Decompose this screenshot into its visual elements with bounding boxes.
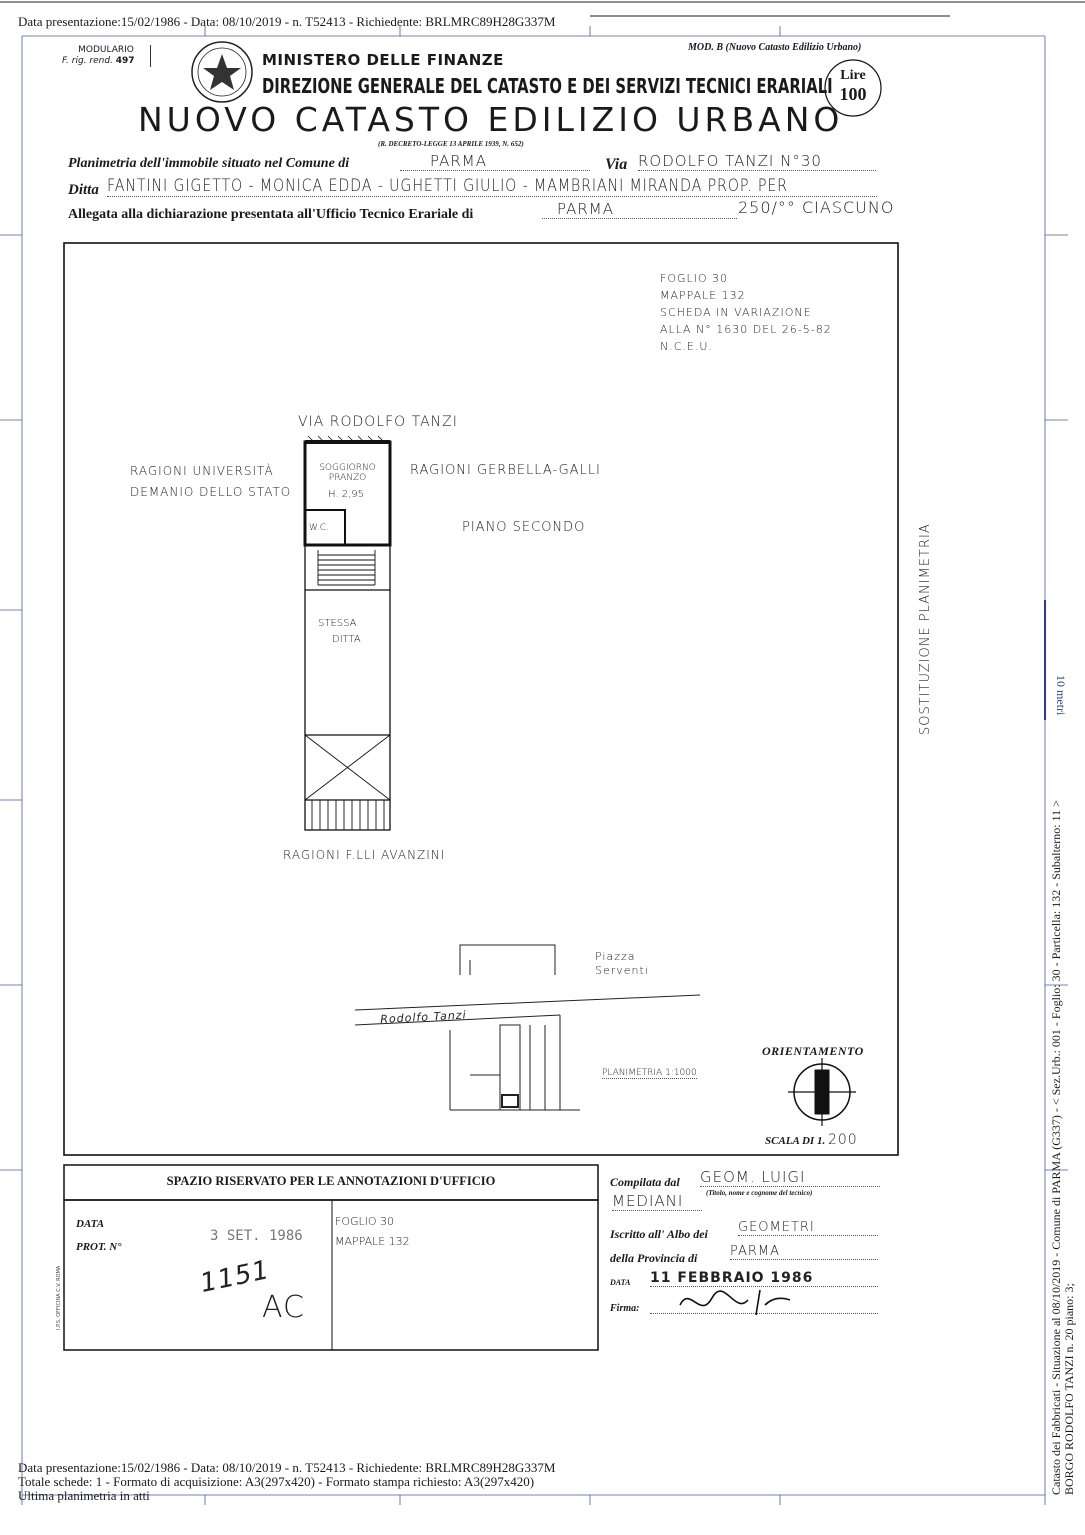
wc-label: W.C. (309, 523, 329, 533)
compilata-name-2: MEDIANI (612, 1192, 702, 1211)
annot-prot-label: PROT. N° (76, 1241, 122, 1253)
street-top-label: VIA RODOLFO TANZI (298, 414, 458, 430)
note-alla: ALLA N° 1630 DEL 26-5-82 (660, 323, 832, 336)
bottom-neighbor: RAGIONI F.LLI AVANZINI (283, 848, 446, 862)
side-scale-label: 10 metri (1054, 675, 1068, 716)
side-catasto-line: Catasto dei Fabbricati - Situazione al 08/10/2019 - Comune di PARMA (G337) - < Sez.Urb.: 001 - Foglio: 30 - Particella: 132 - Subalterno: 11 > (1049, 800, 1063, 1495)
room-soggiorno: SOGGIORNO (319, 463, 376, 473)
note-mappale: MAPPALE 132 (660, 289, 746, 302)
decree-line: (R. DECRETO-LEGGE 13 APRILE 1939, N. 652) (378, 140, 524, 148)
compilata-data-value: 11 FEBBRAIO 1986 (650, 1270, 878, 1287)
annot-data-label: DATA (76, 1218, 105, 1230)
right-neighbor: RAGIONI GERBELLA-GALLI (410, 463, 601, 478)
room-pranzo: PRANZO (328, 473, 367, 483)
scala-text: SCALA DI 1. (765, 1135, 826, 1147)
main-title: NUOVO CATASTO EDILIZIO URBANO (138, 100, 844, 139)
albo-label: Iscritto all' Albo dei (610, 1227, 708, 1241)
ditta-label: Ditta (68, 182, 99, 198)
provincia-label: della Provincia di (610, 1251, 698, 1265)
modulario-number: 497 (115, 56, 135, 66)
side-address-line: BORGO RODOLFO TANZI n. 20 piano: 3; (1062, 1283, 1076, 1495)
other-stessa: STESSA (318, 618, 357, 629)
footer-line-1: Data presentazione:15/02/1986 - Data: 08/10/2019 - n. T52413 - Richiedente: BRLMRC89H28G337M (18, 1460, 556, 1475)
compilata-sub: (Titolo, nome e cognome del tecnico) (706, 1189, 813, 1197)
note-scheda: SCHEDA IN VARIAZIONE (660, 306, 812, 319)
other-owner-label (318, 616, 361, 648)
plan-notes (660, 270, 832, 355)
lire-stamp (825, 68, 881, 104)
firma-label: Firma: (610, 1303, 640, 1314)
orientamento-label: ORIENTAMENTO (762, 1044, 864, 1058)
scala-label (765, 1132, 858, 1148)
other-ditta: DITTA (332, 634, 361, 645)
via-value: RODOLFO TANZI N°30 (638, 152, 876, 171)
via-label: Via (605, 156, 628, 173)
provincia-value: PARMA (730, 1244, 878, 1260)
ditta-text: FANTINI GIGETTO - MONICA EDDA - UGHETTI GIULIO - MAMBRIANI MIRANDA PROP. PER (107, 176, 788, 196)
annot-prot-handwritten: 1151 (197, 1255, 273, 1299)
piazza-2: Serventi (595, 964, 649, 977)
allegata-label: Allegata alla dichiarazione presentata all'Ufficio Tecnico Erariale di (68, 207, 474, 222)
footer-line-2: Totale schede: 1 - Formato di acquisizione: A3(297x420) - Formato stampa richiesto: A3(297x420) (18, 1474, 535, 1489)
footer-line-3: Ultima planimetria in atti (18, 1488, 150, 1503)
annot-foglio-mappale (335, 1212, 410, 1252)
map-scale-label: PLANIMETRIA 1:1000 (602, 1068, 697, 1078)
top-header-line: Data presentazione:15/02/1986 - Data: 08/10/2019 - n. T52413 - Richiedente: BRLMRC89H28G337M (18, 14, 556, 29)
ufficio-value: PARMA (542, 200, 737, 219)
quota-value: 250/°° CIASCUNO (738, 198, 895, 217)
modulario-label: MODULARIO (78, 45, 134, 55)
planimetria-label: Planimetria dell'immobile situato nel Comune di (68, 156, 350, 171)
annot-vertical-print: I.P.S. OFFICINA C.V. ROMA (56, 1265, 62, 1330)
side-note: SOSTITUZIONE PLANIMETRIA (918, 523, 933, 735)
annot-stamp-date: 3 SET. 1986 (210, 1228, 303, 1244)
mod-b-label: MOD. B (Nuovo Catasto Edilizio Urbano) (688, 42, 862, 53)
annot-foglio: FOGLIO 30 (335, 1215, 395, 1228)
modulario-block (62, 45, 151, 67)
room-height: H. 2,95 (328, 489, 364, 500)
left-neighbor-2: DEMANIO DELLO STATO (130, 485, 292, 499)
floor-label: PIANO SECONDO (462, 520, 586, 535)
compilata-name-1: GEOM. LUIGI (700, 1168, 880, 1187)
ministry-title: MINISTERO DELLE FINANZE (262, 51, 504, 69)
room-label (310, 463, 385, 483)
lire-label: Lire (840, 68, 866, 83)
compilata-data-label: DATA (610, 1278, 631, 1287)
piazza-1: Piazza (595, 950, 636, 963)
firma-line (650, 1312, 878, 1314)
annot-mappale: MAPPALE 132 (335, 1235, 410, 1248)
note-ncue: N.C.E.U. (660, 340, 713, 353)
piazza-label (595, 950, 649, 978)
ditta-value (107, 176, 877, 197)
annotations-header: SPAZIO RISERVATO PER LE ANNOTAZIONI D'UFFICIO (166, 1174, 496, 1188)
lire-value: 100 (839, 84, 867, 104)
directorate-title: DIREZIONE GENERALE DEL CATASTO E DEI SERVIZI TECNICI ERARIALI (262, 74, 833, 98)
compilata-label: Compilata dal (610, 1175, 680, 1189)
note-foglio: FOGLIO 30 (660, 272, 729, 285)
scala-value: 200 (827, 1132, 858, 1148)
left-neighbor-1: RAGIONI UNIVERSITÀ (130, 464, 274, 478)
annot-prot-handwritten-2: AC (262, 1290, 305, 1325)
modulario-sub: F. rig. rend. (62, 56, 113, 66)
street-map-label: Rodolfo Tanzi (380, 1008, 467, 1026)
comune-value: PARMA (400, 152, 590, 171)
albo-value: GEOMETRI (738, 1220, 878, 1236)
